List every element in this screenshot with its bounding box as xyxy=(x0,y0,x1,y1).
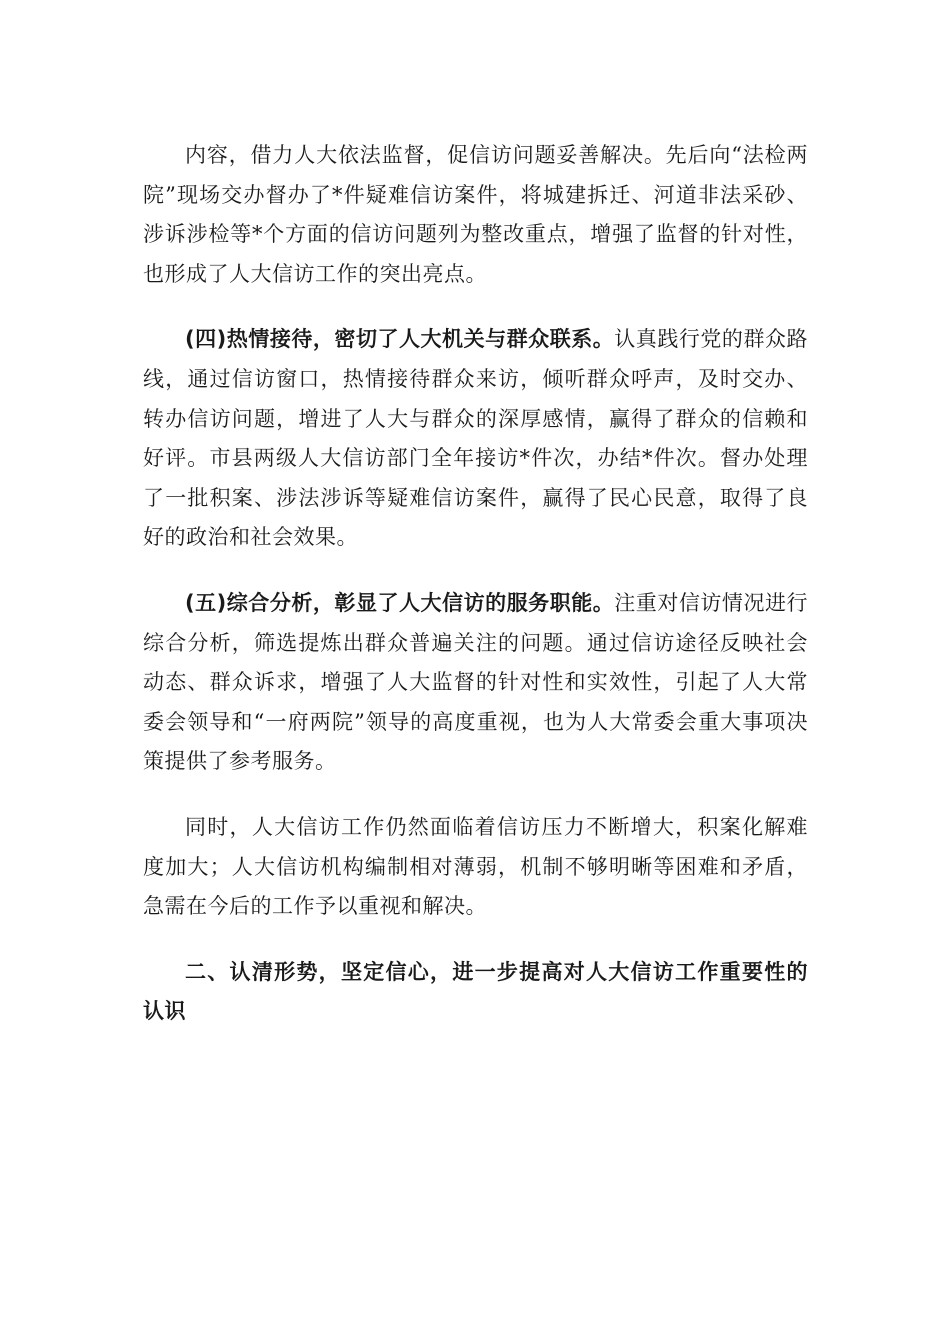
section-heading-text: 二、认清形势，坚定信心，进一步提高对人大信访工作重要性的认识 xyxy=(143,959,808,1024)
paragraph-lead-heading: (四)热情接待，密切了人大机关与群众联系。 xyxy=(185,327,615,352)
document-body xyxy=(143,136,808,1032)
paragraph-text: 同时，人大信访工作仍然面临着信访压力不断增大，积案化解难度加大；人大信访机构编制相对薄弱，机制不够明晰等困难和矛盾，急需在今后的工作予以重视和解决。 xyxy=(143,814,808,919)
paragraph-text: 认真践行党的群众路线，通过信访窗口，热情接待群众来访，倾听群众呼声，及时交办、转办信访问题，增进了人大与群众的深厚感情，赢得了群众的信赖和好评。市县两级人大信访部门全年接访*件次，办结*件次。督办处理了一批积案、涉法涉诉等疑难信访案件，赢得了民心民意，取得了良好的政治和社会效果。 xyxy=(143,327,809,550)
paragraph-supervision xyxy=(143,136,808,294)
paragraph-text: 注重对信访情况进行综合分析，筛选提炼出群众普遍关注的问题。通过信访途径反映社会动态、群众诉求，增强了人大监督的针对性和实效性，引起了人大常委会领导和“一府两院”领导的高度重视，也为人大常委会重大事项决策提供了参考服务。 xyxy=(143,590,809,774)
section-heading xyxy=(143,953,808,1032)
paragraph-lead-heading: (五)综合分析，彰显了人大信访的服务职能。 xyxy=(185,590,615,615)
paragraph-analysis xyxy=(143,584,808,782)
paragraph-text: 内容，借力人大依法监督，促信访问题妥善解决。先后向“法检两院”现场交办督办了*件疑难信访案件，将城建拆迁、河道非法采砂、涉诉涉检等*个方面的信访问题列为整改重点，增强了监督的针对性，也形成了人大信访工作的突出亮点。 xyxy=(143,143,808,286)
paragraph-challenges xyxy=(143,808,808,927)
paragraph-reception xyxy=(143,320,808,558)
